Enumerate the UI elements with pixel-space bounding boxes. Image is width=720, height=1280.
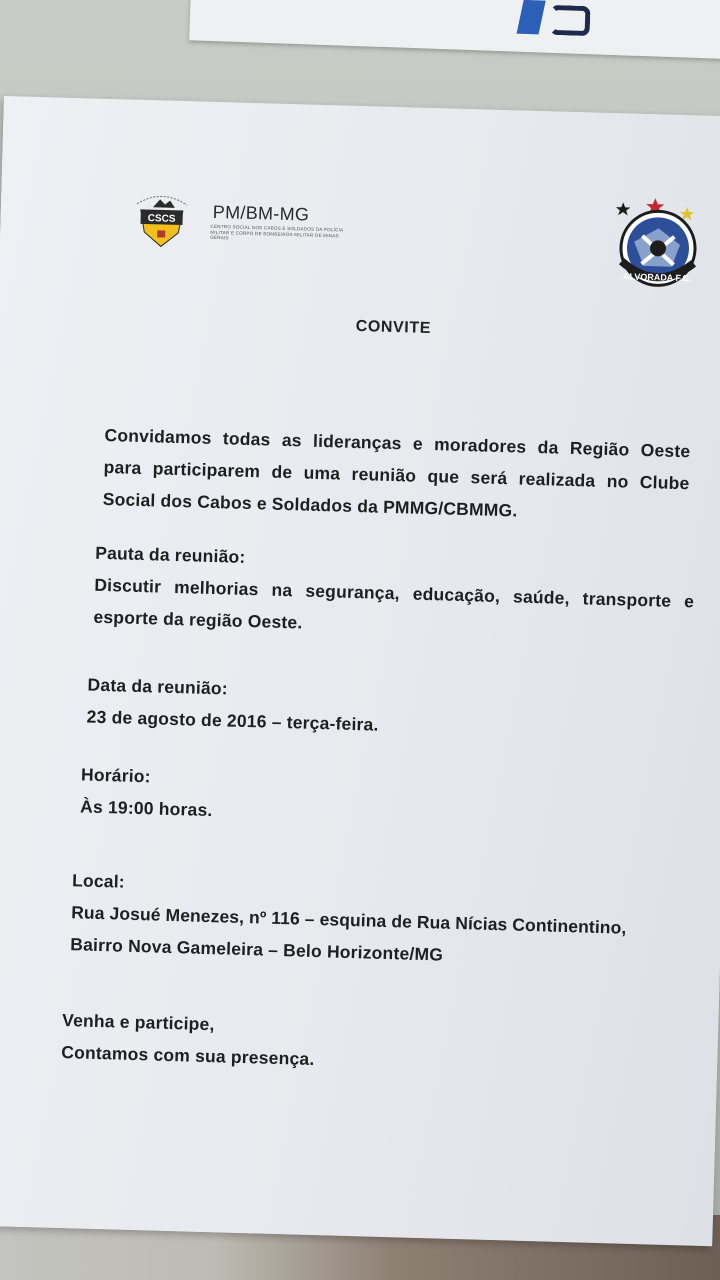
background-paper-strip	[189, 0, 720, 60]
alvorada-crest-icon	[613, 191, 706, 293]
date-label: Data da reunião:	[87, 674, 229, 699]
closing-line: Venha e participe,	[61, 1009, 215, 1035]
cscs-logo	[128, 190, 360, 256]
background-dark-mark	[550, 5, 591, 36]
closing-line: Contamos com sua presença.	[61, 1041, 315, 1070]
location-line: Rua Josué Menezes, nº 116 – esquina de Rua Nícias Continentino,	[70, 902, 627, 938]
cscs-badge-icon	[128, 190, 196, 252]
time-label: Horário:	[80, 764, 152, 787]
agenda-line: Discutir melhorias na segurança, educação, saúde, transporte e	[94, 574, 695, 612]
date-value: 23 de agosto de 2016 – terça-feira.	[86, 706, 379, 735]
date-section	[86, 669, 688, 750]
time-value: Às 19:00 horas.	[79, 796, 213, 821]
closing-section	[61, 1004, 663, 1085]
document-title: CONVITE	[355, 317, 432, 338]
location-section	[70, 864, 702, 978]
badge-text: CSCS	[147, 213, 176, 225]
org-name: PM/BM-MG	[212, 201, 310, 225]
crest-text: ALVORADA F.C.	[622, 271, 692, 284]
background-blue-mark	[517, 0, 546, 34]
intro-line: Social dos Cabos e Soldados da PMMG/CBMMG.	[102, 488, 518, 521]
org-subtitle: CENTRO SOCIAL DOS CABOS E SOLDADOS DA POLÍCIA MILITAR E CORPO DE BOMBEIROS MILITAR DE MINAS GERAIS	[210, 223, 344, 241]
time-section	[80, 758, 682, 839]
intro-paragraph	[102, 419, 690, 531]
sheet-content	[0, 96, 720, 1246]
invitation-sheet	[0, 96, 720, 1246]
intro-line: para participarem de uma reunião que será realizada no Clube	[103, 456, 690, 494]
intro-line: Convidamos todas as lideranças e moradores da Região Oeste	[104, 424, 691, 462]
agenda-label: Pauta da reunião:	[95, 542, 246, 567]
location-line: Bairro Nova Gameleira – Belo Horizonte/MG	[70, 934, 444, 965]
agenda-section	[93, 537, 695, 650]
agenda-line: esporte da região Oeste.	[93, 606, 303, 633]
location-label: Local:	[71, 870, 126, 892]
